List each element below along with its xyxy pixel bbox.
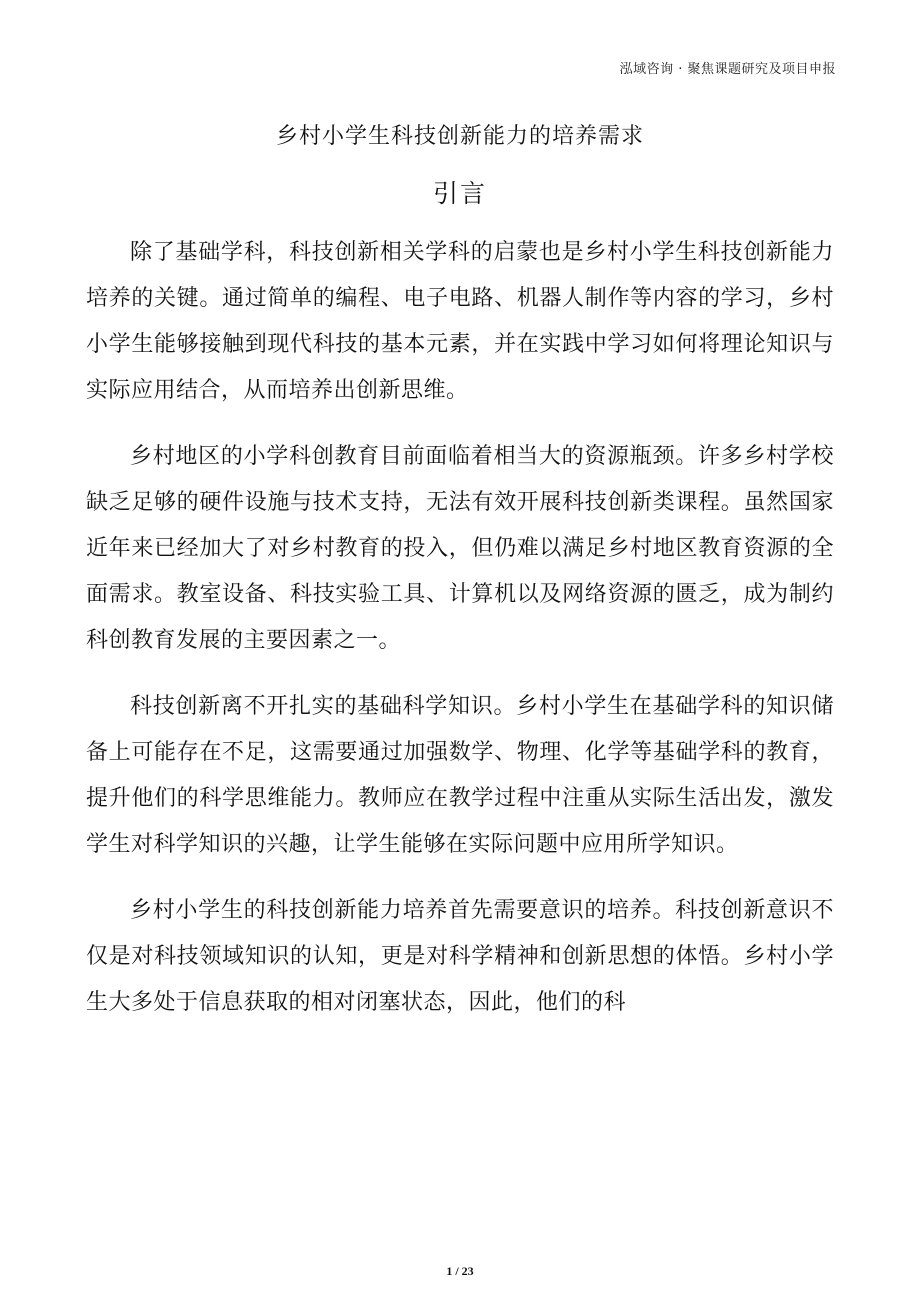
page-number: 1 / 23 [446, 1264, 474, 1278]
paragraph-4: 乡村小学生的科技创新能力培养首先需要意识的培养。科技创新意识不仅是对科技领域知识的认知，更是对科学精神和创新思想的体悟。乡村小学生大多处于信息获取的相对闭塞状态，因此，他们的科 [86, 898, 834, 1015]
document-title: 乡村小学生科技创新能力的培养需求 [275, 124, 644, 149]
paragraph-3: 科技创新离不开扎实的基础科学知识。乡村小学生在基础学科的知识储备上可能存在不足，这需要通过加强数学、物理、化学等基础学科的教育，提升他们的科学思维能力。教师应在教学过程中注重从实际生活出发，激发学生对科学知识的兴趣，让学生能够在实际问题中应用所学知识。 [86, 694, 834, 857]
body-text [86, 230, 834, 1046]
paragraph-2: 乡村地区的小学科创教育目前面临着相当大的资源瓶颈。许多乡村学校缺乏足够的硬件设施与技术支持，无法有效开展科技创新类课程。虽然国家近年来已经加大了对乡村教育的投入，但仍难以满足乡村地区教育资源的全面需求。教室设备、科技实验工具、计算机以及网络资源的匮乏，成为制约科创教育发展的主要因素之一。 [86, 444, 834, 653]
section-heading-introduction: 引言 [432, 179, 487, 208]
paragraph-1: 除了基础学科，科技创新相关学科的启蒙也是乡村小学生科技创新能力培养的关键。通过简单的编程、电子电路、机器人制作等内容的学习，乡村小学生能够接触到现代科技的基本元素，并在实践中学习如何将理论知识与实际应用结合，从而培养出创新思维。 [86, 240, 834, 403]
header-brand-text: 泓域咨询 · 聚焦课题研究及项目申报 [619, 62, 836, 77]
